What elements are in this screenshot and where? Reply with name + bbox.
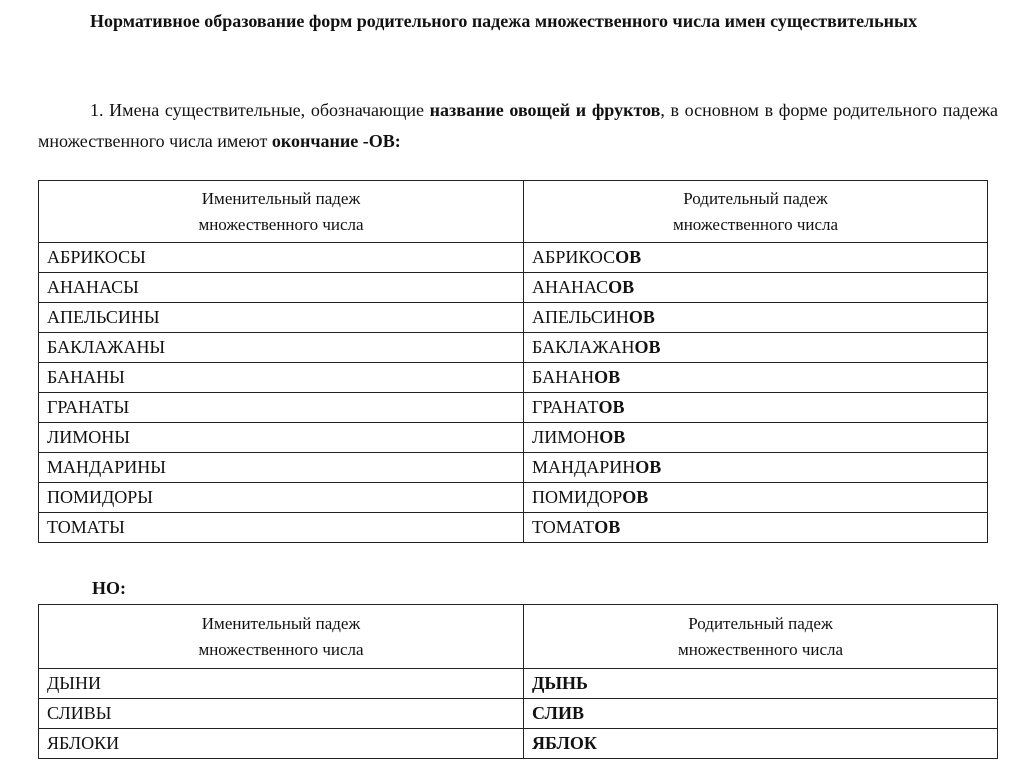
- table-row: [39, 303, 988, 333]
- genitive-cell: ЯБЛОК: [524, 729, 998, 759]
- exceptions-table: [38, 604, 998, 759]
- genitive-stem: АПЕЛЬСИН: [532, 307, 629, 327]
- exceptions-label: НО:: [92, 578, 126, 598]
- table-row: [39, 363, 988, 393]
- genitive-cell: [524, 423, 988, 453]
- genitive-cell: [524, 483, 988, 513]
- genitive-ending: ОВ: [628, 307, 655, 327]
- rule-text-bold2: окончание -ОВ:: [271, 131, 401, 151]
- table-row: [39, 729, 998, 759]
- genitive-cell: [524, 243, 988, 273]
- genitive-ending: ОВ: [598, 397, 625, 417]
- nominative-cell: АБРИКОСЫ: [39, 243, 524, 273]
- table-row: [39, 453, 988, 483]
- nominative-cell: ТОМАТЫ: [39, 513, 524, 543]
- genitive-cell: [524, 393, 988, 423]
- rule-text-bold1: название овощей и фруктов: [429, 100, 661, 120]
- genitive-stem: МАНДАРИН: [532, 457, 636, 477]
- genitive-cell: [524, 453, 988, 483]
- genitive-cell: [524, 273, 988, 303]
- genitive-cell: [524, 333, 988, 363]
- rule-text-part2: , в основном в форме родительного падежа множественного числа имеют: [38, 100, 999, 151]
- table-row: [39, 513, 988, 543]
- table-row: [39, 483, 988, 513]
- nominative-cell: АНАНАСЫ: [39, 273, 524, 303]
- genitive-ending: ОВ: [599, 427, 626, 447]
- header-genitive-plural: Родительный падеж множественного числа: [524, 605, 998, 669]
- nominative-cell: ЯБЛОКИ: [39, 729, 524, 759]
- nominative-cell: ПОМИДОРЫ: [39, 483, 524, 513]
- genitive-cell: ДЫНЬ: [524, 669, 998, 699]
- nominative-cell: СЛИВЫ: [39, 699, 524, 729]
- genitive-stem: ГРАНАТ: [532, 397, 599, 417]
- nominative-cell: ДЫНИ: [39, 669, 524, 699]
- rule-paragraph: [38, 95, 998, 157]
- genitive-stem: ПОМИДОР: [532, 487, 623, 507]
- genitive-stem: АБРИКОС: [532, 247, 616, 267]
- table-row: [39, 669, 998, 699]
- genitive-ending: ОВ: [615, 247, 642, 267]
- genitive-stem: БАКЛАЖАН: [532, 337, 635, 357]
- table-row: [39, 243, 988, 273]
- rule-number: 1.: [90, 100, 104, 120]
- genitive-ending: ОВ: [634, 337, 661, 357]
- genitive-cell: [524, 303, 988, 333]
- header-genitive-plural: Родительный падеж множественного числа: [524, 181, 988, 243]
- table-row: [39, 393, 988, 423]
- nominative-cell: ГРАНАТЫ: [39, 393, 524, 423]
- genitive-stem: ЛИМОН: [532, 427, 600, 447]
- nominative-cell: БАНАНЫ: [39, 363, 524, 393]
- genitive-stem: ТОМАТ: [532, 517, 595, 537]
- nominative-cell: ЛИМОНЫ: [39, 423, 524, 453]
- nominative-cell: БАКЛАЖАНЫ: [39, 333, 524, 363]
- genitive-stem: АНАНАС: [532, 277, 609, 297]
- table-row: [39, 699, 998, 729]
- header-nominative-plural: Именительный падеж множественного числа: [39, 181, 524, 243]
- ov-ending-table: [38, 180, 988, 543]
- genitive-cell: СЛИВ: [524, 699, 998, 729]
- nominative-cell: МАНДАРИНЫ: [39, 453, 524, 483]
- header-nominative-plural: Именительный падеж множественного числа: [39, 605, 524, 669]
- table-row: [39, 423, 988, 453]
- rule-text-part1: Имена существительные, обозначающие: [103, 100, 430, 120]
- genitive-stem: БАНАН: [532, 367, 595, 387]
- genitive-ending: ОВ: [622, 487, 649, 507]
- genitive-ending: ОВ: [594, 367, 621, 387]
- genitive-ending: ОВ: [635, 457, 662, 477]
- document-heading: Нормативное образование форм родительного падежа множественного числа имен существительных: [90, 11, 918, 31]
- genitive-cell: [524, 513, 988, 543]
- table-row: [39, 273, 988, 303]
- genitive-ending: ОВ: [608, 277, 635, 297]
- genitive-cell: [524, 363, 988, 393]
- nominative-cell: АПЕЛЬСИНЫ: [39, 303, 524, 333]
- genitive-ending: ОВ: [594, 517, 621, 537]
- table-row: [39, 333, 988, 363]
